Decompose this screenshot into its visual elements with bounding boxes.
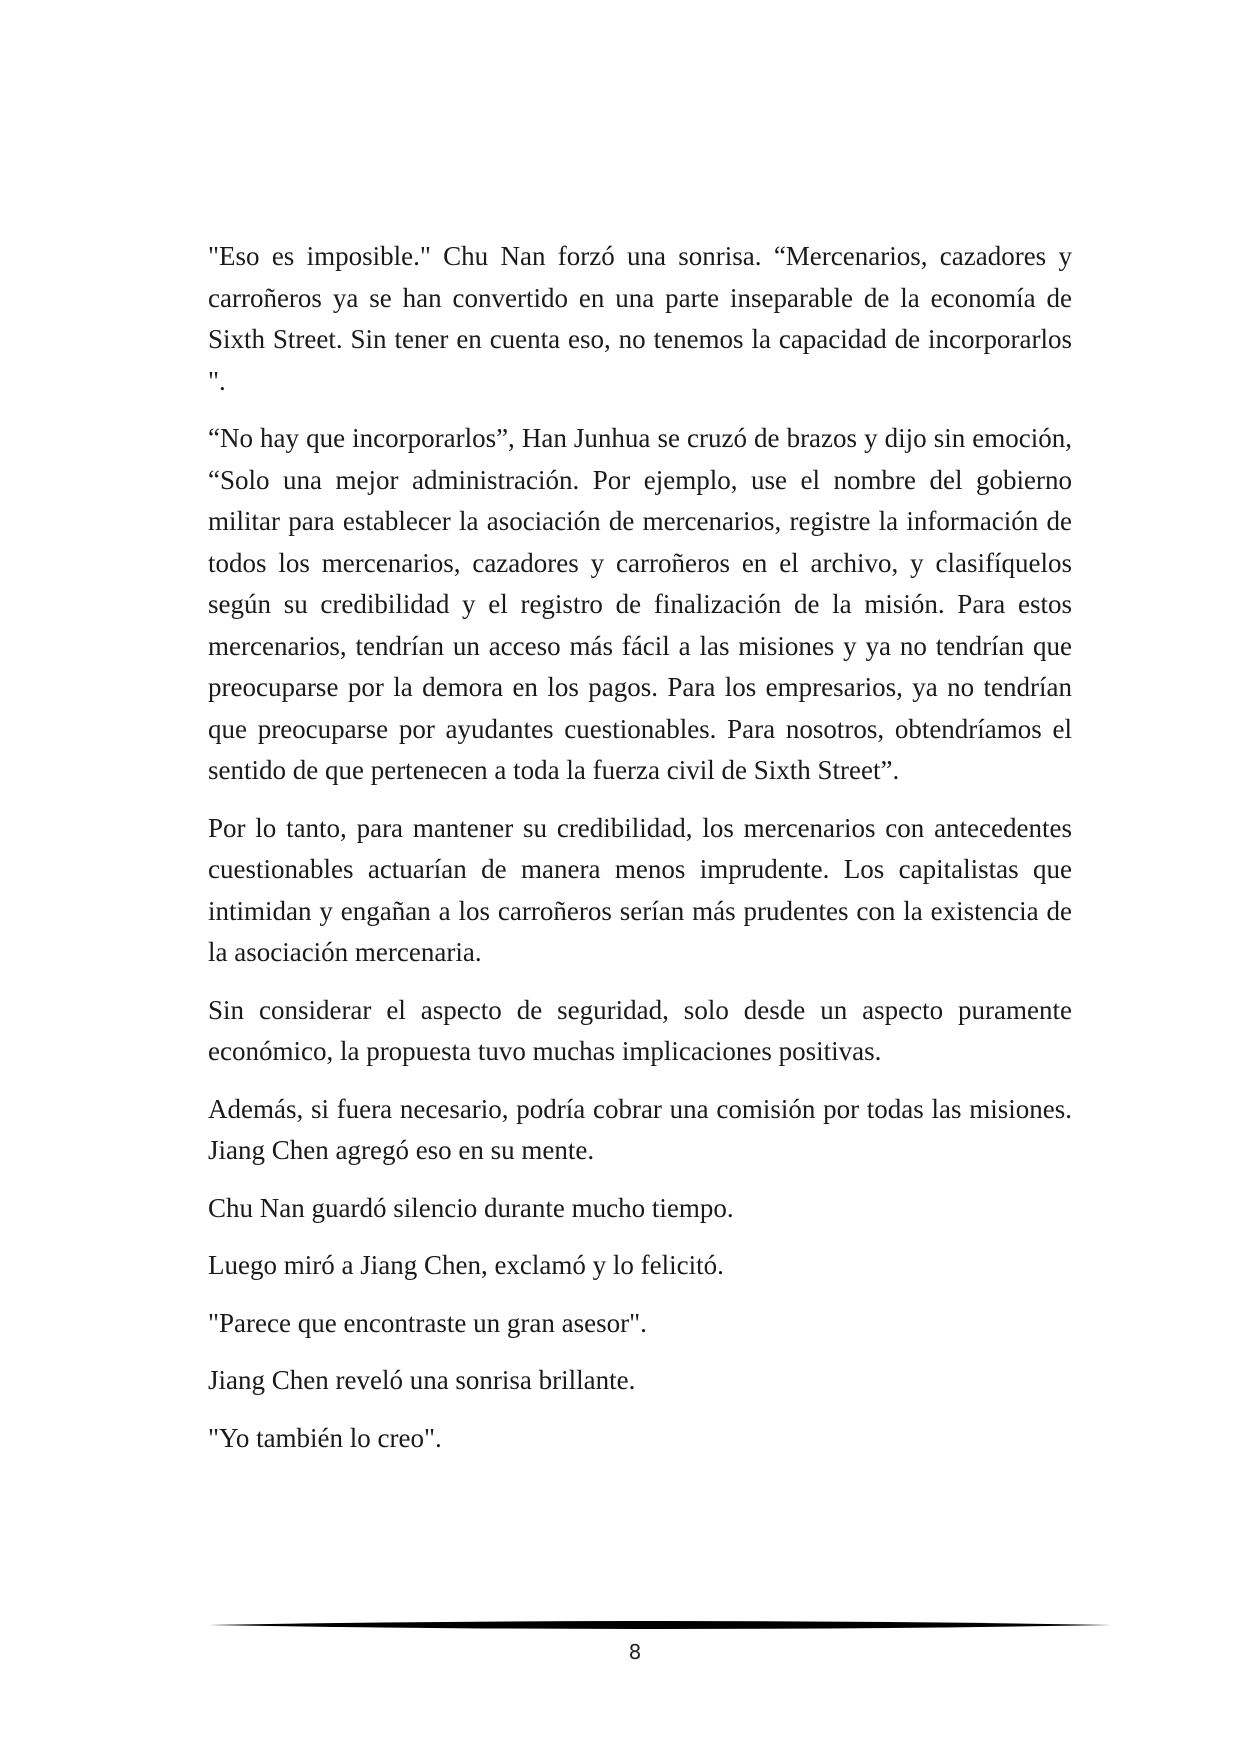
paragraph-8: "Parece que encontraste un gran asesor". <box>208 1307 647 1338</box>
paragraph-2: “No hay que incorporarlos”, Han Junhua se cruzó de brazos y dijo sin emoción, “Solo una mejor administración. Por ejemplo, use el nombre del gobierno militar para establecer la asociación de mercenarios, registre la información de todos los mercenarios, cazadores y carroñeros en el archivo, y clasifíquelos según su credibilidad y el registro de finalización de la misión. Para estos mercenarios, tendrían un acceso más fácil a las misiones y ya no tendrían que preocuparse por la demora en los pagos. Para los empresarios, ya no tendrían que preocuparse por ayudantes cuestionables. Para nosotros, obtendríamos el sentido de que pertenecen a toda la fuerza civil de Sixth Street”. <box>208 423 1072 785</box>
page-number: 8 <box>628 1640 642 1664</box>
paragraph-4: Sin considerar el aspecto de seguridad, solo desde un aspecto puramente económico, la propuesta tuvo muchas implicaciones positivas. <box>208 994 1072 1066</box>
footer-divider <box>208 1618 1112 1632</box>
body-text <box>208 236 1072 1475</box>
paragraph-10: "Yo también lo creo". <box>208 1422 442 1453</box>
paragraph-5: Además, si fuera necesario, podría cobrar una comisión por todas las misiones. Jiang Chen agregó eso en su mente. <box>208 1093 1072 1165</box>
paragraph-6: Chu Nan guardó silencio durante mucho tiempo. <box>208 1192 734 1223</box>
paragraph-1: "Eso es imposible." Chu Nan forzó una sonrisa. “Mercenarios, cazadores y carroñeros ya se han convertido en una parte inseparable de la economía de Sixth Street. Sin tener en cuenta eso, no tenemos la capacidad de incorporarlos ". <box>208 241 1072 396</box>
paragraph-9: Jiang Chen reveló una sonrisa brillante. <box>208 1365 636 1395</box>
paragraph-7: Luego miró a Jiang Chen, exclamó y lo felicitó. <box>208 1250 724 1280</box>
paragraph-3: Por lo tanto, para mantener su credibilidad, los mercenarios con antecedentes cuestionables actuarían de manera menos imprudente. Los capitalistas que intimidan y engañan a los carroñeros serían más prudentes con la existencia de la asociación mercenaria. <box>208 812 1072 967</box>
